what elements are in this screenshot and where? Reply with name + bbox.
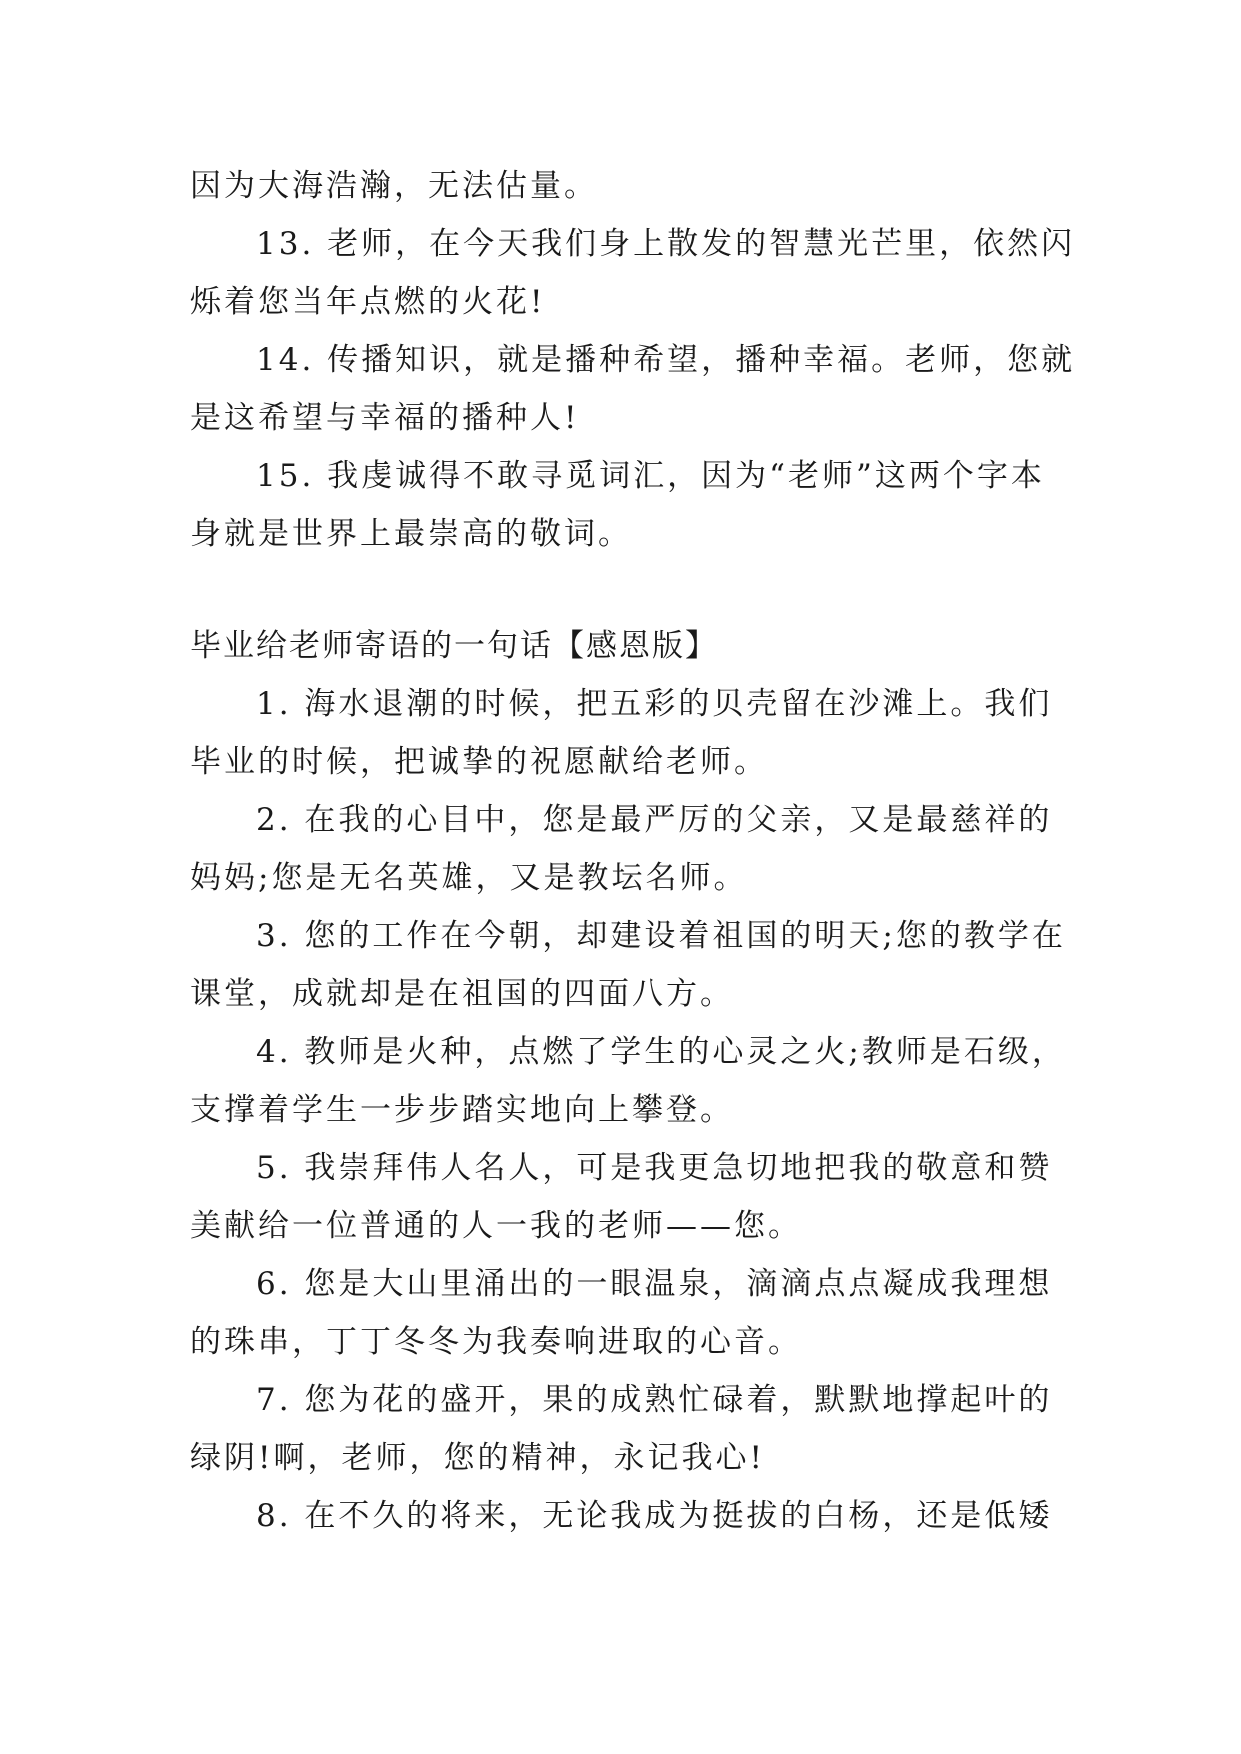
list-item-8-line1: 8. 在不久的将来，无论我成为挺拔的白杨，还是低矮 bbox=[256, 1498, 1053, 1534]
list-item-6-line1: 6. 您是大山里涌出的一眼温泉，滴滴点点凝成我理想 bbox=[256, 1266, 1053, 1302]
list-item-15-line1: 15. 我虔诚得不敢寻觅词汇，因为“老师”这两个字本 bbox=[256, 458, 1045, 494]
list-item-1-line1: 1. 海水退潮的时候，把五彩的贝壳留在沙滩上。我们 bbox=[256, 686, 1053, 722]
list-item-14-line2: 是这希望与幸福的播种人! bbox=[190, 400, 580, 436]
list-item-13-line2: 烁着您当年点燃的火花! bbox=[190, 284, 546, 320]
list-item-4-line2: 支撑着学生一步步踏实地向上攀登。 bbox=[190, 1092, 734, 1128]
list-item-13-line1: 13. 老师，在今天我们身上散发的智慧光芒里，依然闪 bbox=[256, 226, 1076, 262]
list-item-2-line1: 2. 在我的心目中，您是最严厉的父亲，又是最慈祥的 bbox=[256, 802, 1053, 838]
list-item-7-line1: 7. 您为花的盛开，果的成熟忙碌着，默默地撑起叶的 bbox=[256, 1382, 1053, 1418]
list-item-3-line1: 3. 您的工作在今朝，却建设着祖国的明天;您的教学在 bbox=[256, 918, 1066, 954]
list-item-14-line1: 14. 传播知识，就是播种希望，播种幸福。老师，您就 bbox=[256, 342, 1076, 378]
list-item-2-line2: 妈妈;您是无名英雄，又是教坛名师。 bbox=[190, 860, 748, 896]
paragraph-line: 因为大海浩瀚，无法估量。 bbox=[190, 168, 598, 204]
section-heading: 毕业给老师寄语的一句话【感恩版】 bbox=[190, 628, 718, 664]
list-item-6-line2: 的珠串，丁丁冬冬为我奏响进取的心音。 bbox=[190, 1324, 802, 1360]
list-item-15-line2: 身就是世界上最崇高的敬词。 bbox=[190, 516, 632, 552]
list-item-5-line2: 美献给一位普通的人一我的老师——您。 bbox=[190, 1208, 802, 1244]
list-item-4-line1: 4. 教师是火种，点燃了学生的心灵之火;教师是石级， bbox=[256, 1034, 1066, 1070]
list-item-1-line2: 毕业的时候，把诚挚的祝愿献给老师。 bbox=[190, 744, 768, 780]
list-item-7-line2: 绿阴!啊，老师，您的精神，永记我心! bbox=[190, 1440, 765, 1476]
list-item-3-line2: 课堂，成就却是在祖国的四面八方。 bbox=[190, 976, 734, 1012]
list-item-5-line1: 5. 我崇拜伟人名人，可是我更急切地把我的敬意和赞 bbox=[256, 1150, 1053, 1186]
